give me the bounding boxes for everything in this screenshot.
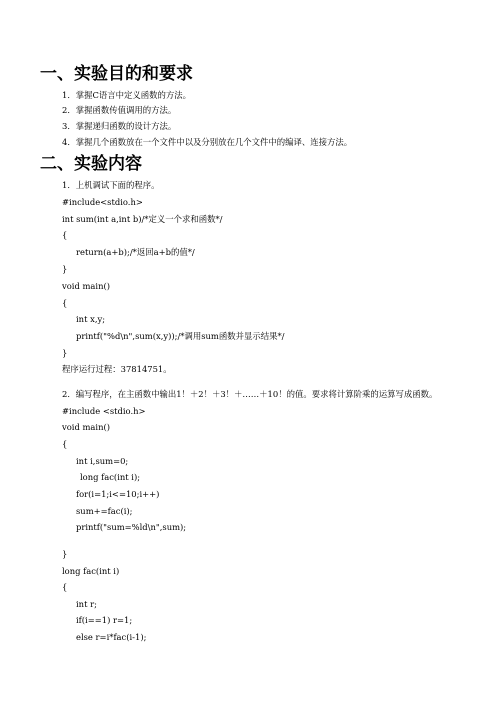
code-line: { (62, 298, 68, 308)
code-line: long fac(int i) (62, 566, 120, 576)
code-line: sum+=fac(i); (76, 506, 133, 516)
section-title-content: 二、实验内容 (40, 154, 142, 174)
code-line: int r; (76, 599, 97, 609)
task-heading: 1．上机调试下面的程序。 (62, 180, 160, 190)
code-line: { (62, 439, 68, 449)
code-line: for(i=1;i<=10;i++) (76, 489, 160, 499)
code-line: #include<stdio.h> (62, 197, 143, 207)
objective-item: 2．掌握函数传值调用的方法。 (62, 105, 177, 115)
code-line: { (62, 230, 68, 240)
code-line: } (62, 264, 68, 274)
objective-item: 4．掌握几个函数放在一个文件中以及分别放在几个文件中的编译、连接方法。 (62, 137, 353, 147)
code-line: void main() (62, 422, 111, 432)
objective-item: 1．掌握C语言中定义函数的方法。 (62, 90, 191, 100)
code-line: if(i==1) r=1; (76, 615, 133, 625)
code-line: { (62, 582, 68, 592)
objective-item: 3．掌握递归函数的设计方法。 (62, 121, 177, 131)
code-line: long fac(int i); (80, 472, 141, 482)
code-line: void main() (62, 281, 111, 291)
section-title-objectives: 一、实验目的和要求 (40, 64, 193, 84)
code-line: int i,sum=0; (76, 456, 129, 466)
task-heading: 2．编写程序，在主函数中输出1！＋2！＋3！＋……＋10！的值。要求将计算阶乘的运算写成函数。 (62, 389, 438, 399)
run-result: 程序运行过程：37814751。 (62, 364, 172, 374)
code-line: } (62, 549, 68, 559)
code-line: } (62, 348, 68, 358)
code-line: printf("sum=%ld\n",sum); (76, 522, 187, 532)
code-line: int sum(int a,int b)/*定义一个求和函数*/ (62, 214, 223, 224)
code-line: #include <stdio.h> (62, 406, 146, 416)
code-line: int x,y; (76, 314, 106, 324)
code-line: return(a+b);/*返回a+b的值*/ (76, 247, 195, 257)
code-line: else r=i*fac(i-1); (76, 632, 147, 642)
code-line: printf("%d\n",sum(x,y));/*调用sum函数并显示结果*/ (76, 331, 285, 341)
